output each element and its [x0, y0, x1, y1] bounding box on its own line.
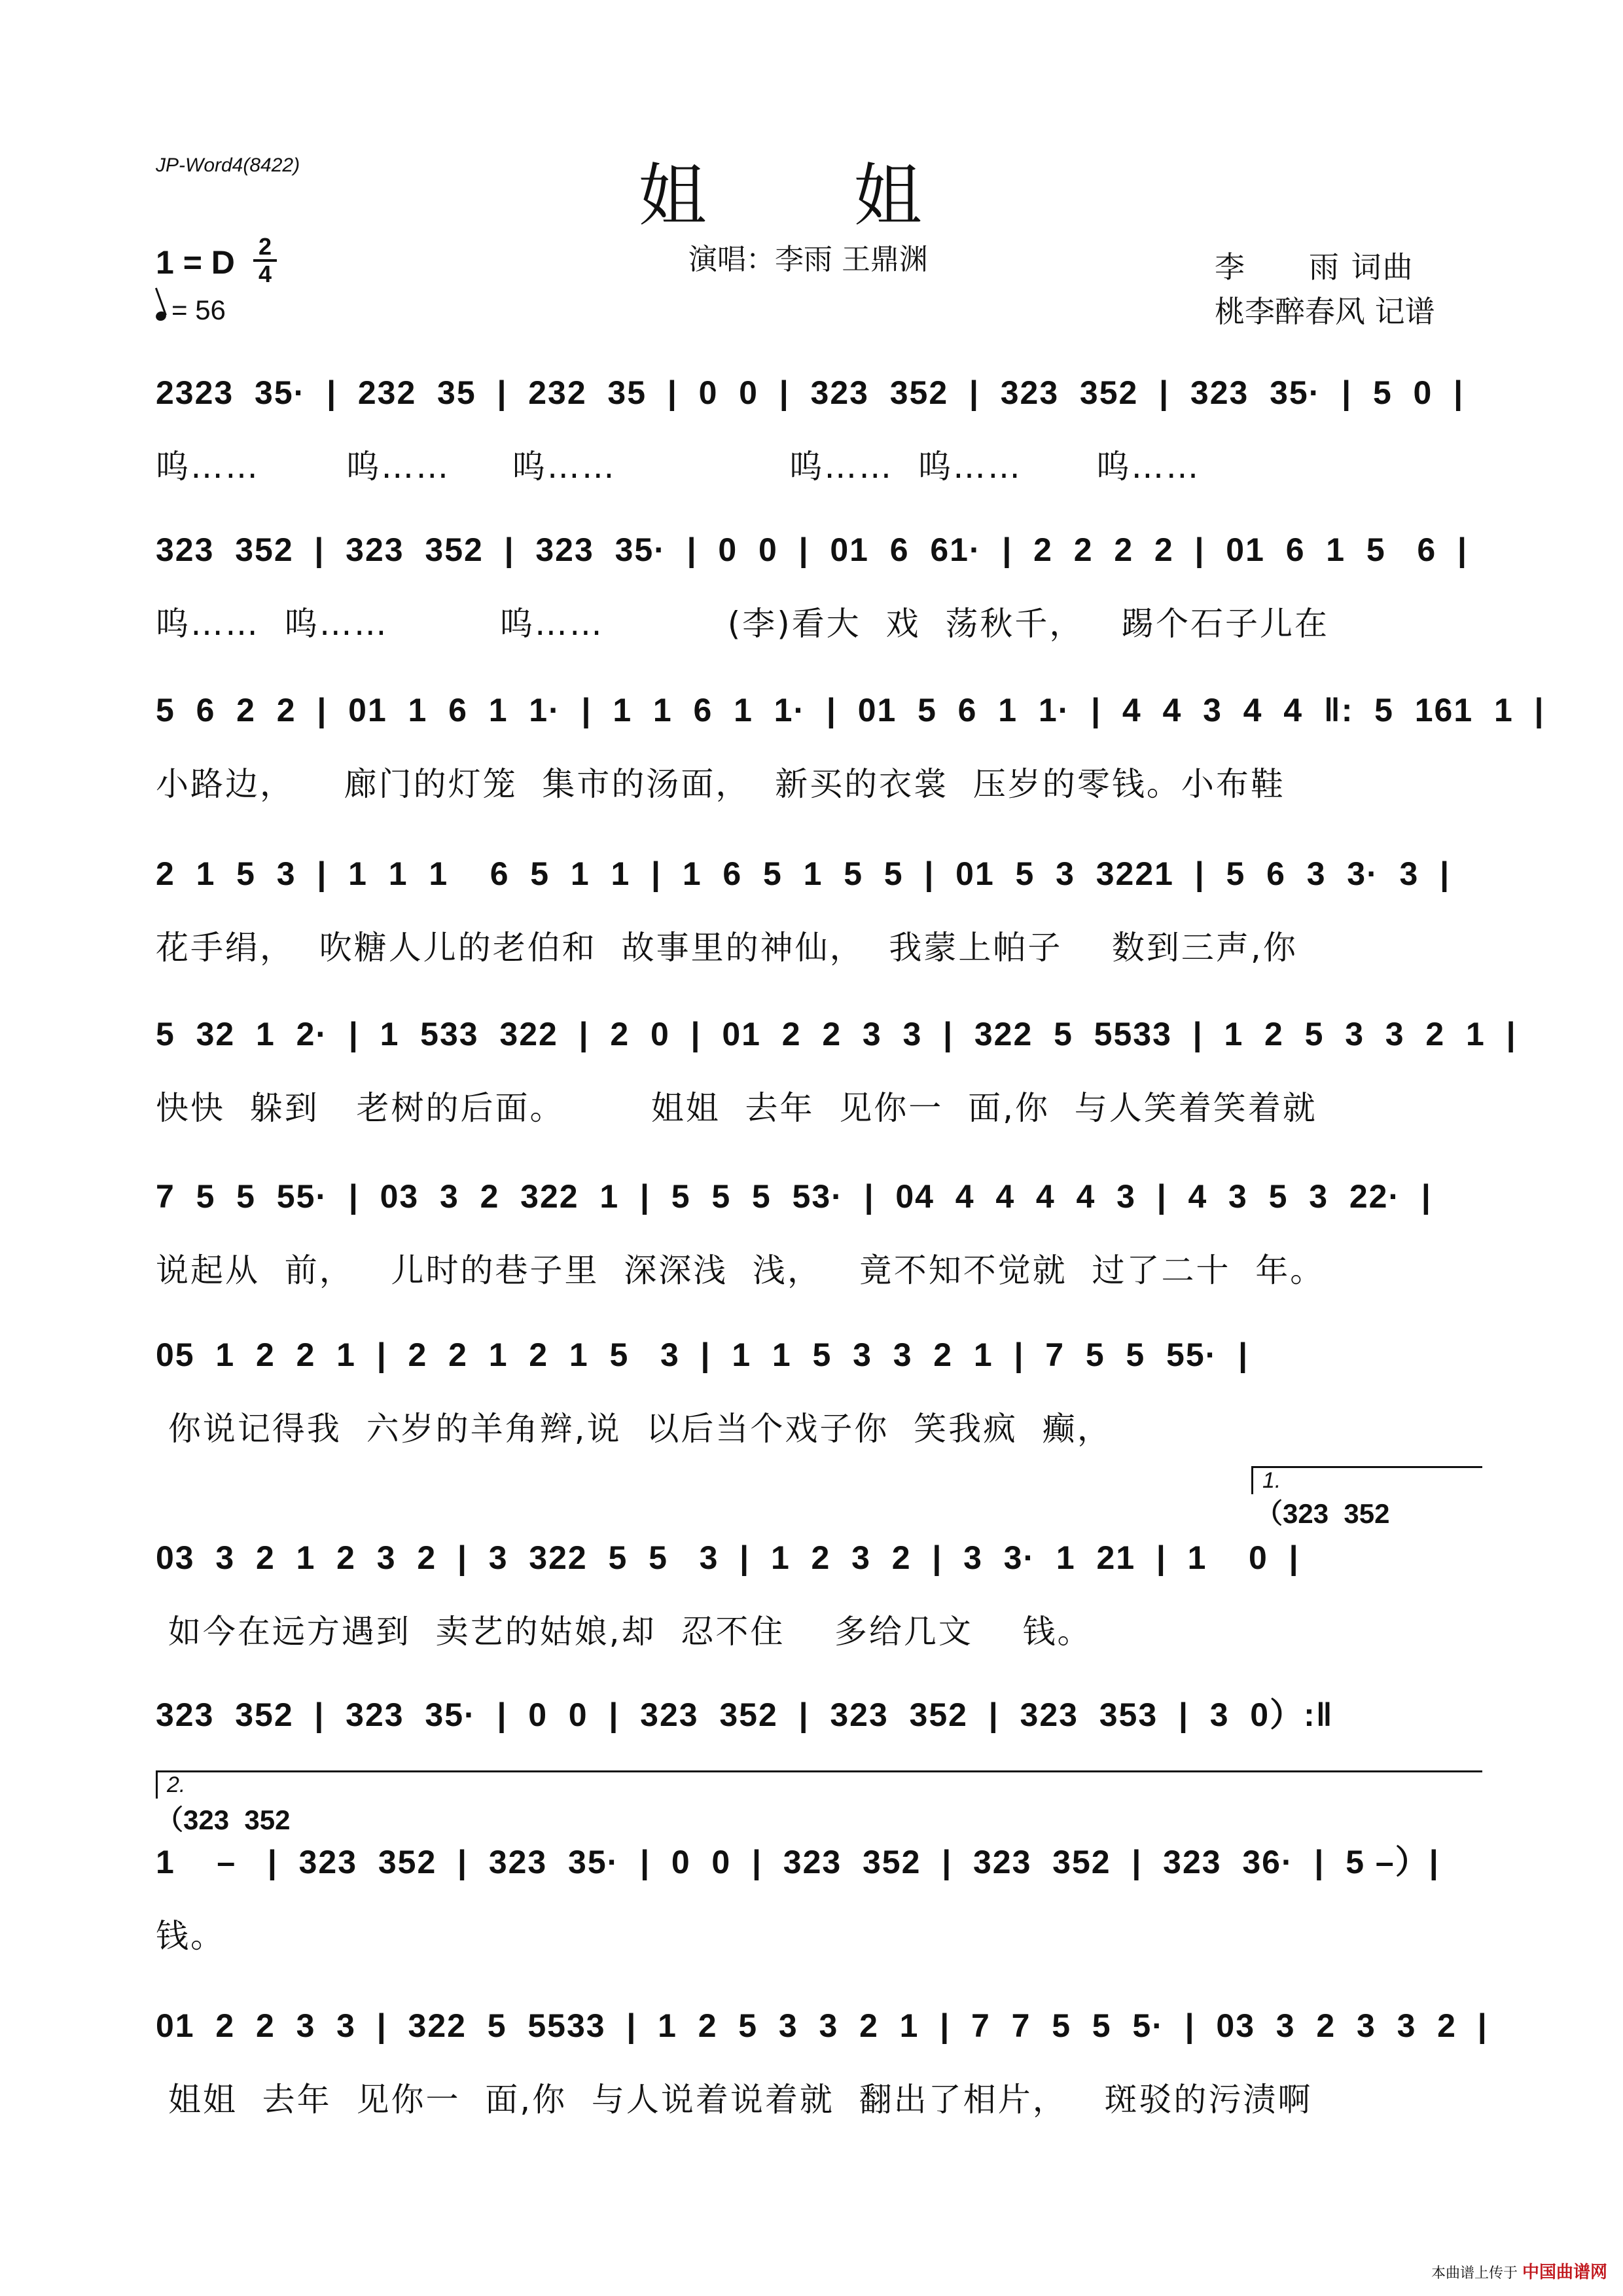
notes-line: 01 2 2 3 3 | 322 5 5533 | 1 2 5 3 3 2 1 | 7 7 5 5 5· | 03 3 2 3 3 2 |: [156, 2007, 1488, 2044]
software-label: JP-Word4(8422): [156, 154, 300, 176]
notes-line: 03 3 2 1 2 3 2 | 3 322 5 5 3 | 1 2 3 2 | 3 3· 1 21 | 1 0 |: [156, 1539, 1300, 1576]
second-ending-notes: （323 352: [156, 1804, 291, 1835]
first-ending-bracket: [1251, 1466, 1482, 1494]
time-signature: [252, 234, 278, 287]
time-signature-top: 2: [258, 233, 272, 260]
second-ending-bracket: [156, 1770, 1482, 1799]
score-title: 姐 姐: [638, 156, 985, 236]
lyric-line: 姐姐 去年 见你一 面,你 与人说着说着就 翻出了相片， 斑驳的污渍啊: [156, 2081, 1313, 2119]
time-signature-bottom: 4: [258, 260, 272, 287]
transcriber-credit: 桃李醉春风 记谱: [1215, 294, 1435, 329]
site-logo: 中国曲谱网: [1522, 2263, 1607, 2282]
lyric-line: 说起从 前， 儿时的巷子里 深深浅 浅， 竟不知不觉就 过了二十 年。: [156, 1251, 1325, 1289]
notes-line: 7 5 5 55· | 03 3 2 322 1 | 5 5 5 53· | 04 4 4 4 4 3 | 4 3 5 3 22· |: [156, 1178, 1432, 1215]
notes-line: 323 352 | 323 352 | 323 35· | 0 0 | 01 6 61· | 2 2 2 2 | 01 6 1 5 6 |: [156, 531, 1468, 568]
singer-credit: 演唱：李雨 王鼎渊: [688, 243, 928, 276]
footer-credit: [1431, 2259, 1607, 2283]
composer-credit: 李 雨 词曲: [1215, 249, 1414, 285]
lyric-line: 小路边， 廊门的灯笼 集市的汤面， 新买的衣裳 压岁的零钱。小布鞋: [156, 765, 1285, 803]
first-ending-notes: （323 352: [1255, 1498, 1390, 1529]
notes-line: 5 32 1 2· | 1 533 322 | 2 0 | 01 2 2 3 3 | 322 5 5533 | 1 2 5 3 3 2 1 |: [156, 1016, 1517, 1052]
key-signature: 1 = D: [156, 244, 235, 281]
lyric-line: 钱。: [156, 1917, 225, 1955]
lyric-line: 花手绢， 吹糖人儿的老伯和 故事里的神仙， 我蒙上帕子 数到三声,你: [156, 929, 1298, 967]
notes-line: 1 – | 323 352 | 323 35· | 0 0 | 323 352 | 323 352 | 323 36· | 5 –）|: [156, 1844, 1440, 1880]
notes-line: 5 6 2 2 | 01 1 6 1 1· | 1 1 6 1 1· | 01 5 6 1 1· | 4 4 3 4 4 ‖: 5 161 1 |: [156, 692, 1545, 728]
tempo-marking: [156, 295, 226, 326]
lyric-line: 呜…… 呜…… 呜…… 呜…… 呜…… 呜……: [156, 448, 1201, 486]
lyric-line: 呜…… 呜…… 呜…… (李)看大 戏 荡秋千， 踢个石子儿在: [156, 605, 1330, 643]
notes-line: 323 352 | 323 35· | 0 0 | 323 352 | 323 352 | 323 353 | 3 0）:‖: [156, 1696, 1334, 1733]
first-ending-label: 1.: [1262, 1468, 1281, 1493]
quarter-note-icon: [154, 310, 168, 323]
tempo-value: = 56: [171, 295, 226, 325]
lyric-line: 如今在远方遇到 卖艺的姑娘,却 忍不住 多给几文 钱。: [156, 1613, 1092, 1651]
notes-line: 2 1 5 3 | 1 1 1 6 5 1 1 | 1 6 5 1 5 5 | 01 5 3 3221 | 5 6 3 3· 3 |: [156, 855, 1451, 892]
lyric-line: 你说记得我 六岁的羊角辫,说 以后当个戏子你 笑我疯 癫，: [156, 1410, 1112, 1448]
footer-upload-text: 本曲谱上传于: [1431, 2265, 1518, 2282]
second-ending-label: 2.: [167, 1772, 186, 1797]
notes-line: 2323 35· | 232 35 | 232 35 | 0 0 | 323 352 | 323 352 | 323 35· | 5 0 |: [156, 374, 1465, 411]
notes-line: 05 1 2 2 1 | 2 2 1 2 1 5 3 | 1 1 5 3 3 2 1 | 7 5 5 55· |: [156, 1336, 1249, 1373]
lyric-line: 快快 躲到 老树的后面。 姐姐 去年 见你一 面,你 与人笑着笑着就: [156, 1089, 1317, 1127]
